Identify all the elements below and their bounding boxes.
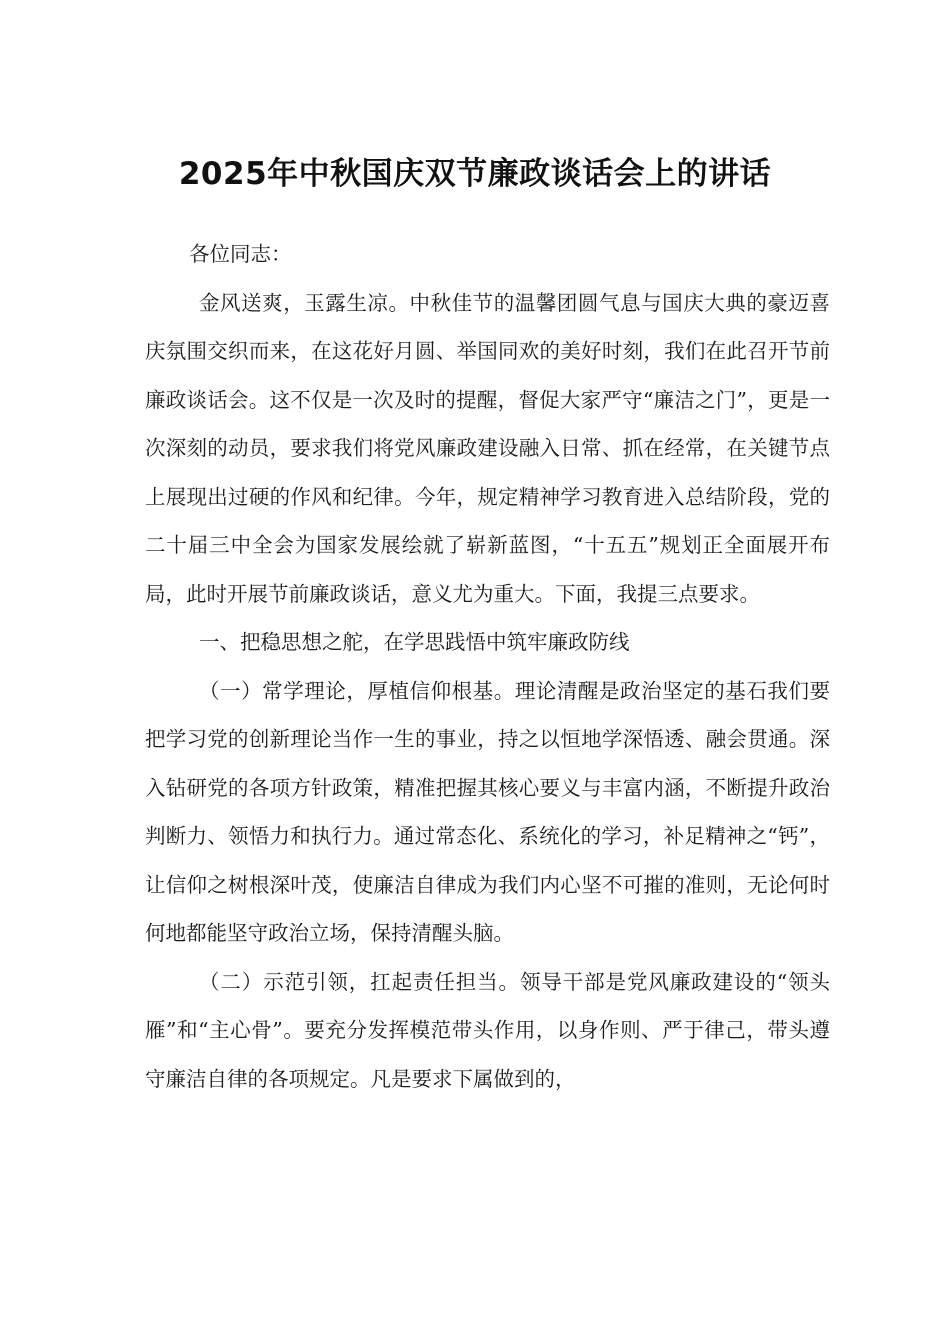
paragraph-subsection-1: （一）常学理论，厚植信仰根基。理论清醒是政治坚定的基石我们要把学习党的创新理论当作一生的事业，持之以恒地学深悟透、融会贯通。深入钻研党的各项方针政策，精准把握其核心要义与丰富内涵，不断提升政治判断力、领悟力和执行力。通过常态化、系统化的学习，补足精神之“钙”，让信仰之树根深叶茂，使廉洁自律成为我们内心坚不可摧的准则，无论何时何地都能坚守政治立场，保持清醒头脑。 [145,678,830,945]
paragraph-subsection-2: （二）示范引领，扛起责任担当。领导干部是党风廉政建设的“领头雁”和“主心骨”。要充分发挥模范带头作用，以身作则、严于律己，带头遵守廉洁自律的各项规定。凡是要求下属做到的， [145,969,830,1091]
document-title: 2025年中秋国庆双节廉政谈话会上的讲话 [178,155,772,192]
paragraph-intro: 金风送爽，玉露生凉。中秋佳节的温馨团圆气息与国庆大典的豪迈喜庆氛围交织而来，在这花好月圆、举国同欢的美好时刻，我们在此召开节前廉政谈话会。这不仅是一次及时的提醒，督促大家严守“廉洁之门”，更是一次深刻的动员，要求我们将党风廉政建设融入日常、抓在经常，在关键节点上展现出过硬的作风和纪律。今年，规定精神学习教育进入总结阶段，党的二十届三中全会为国家发展绘就了崭新蓝图，“十五五”规划正全面展开布局，此时开展节前廉政谈话，意义尤为重大。下面，我提三点要求。 [145,290,830,606]
salutation: 各位同志： [189,242,292,266]
section-heading-1: 一、把稳思想之舵，在学思践悟中筑牢廉政防线 [199,630,630,654]
document-body [145,230,830,1103]
